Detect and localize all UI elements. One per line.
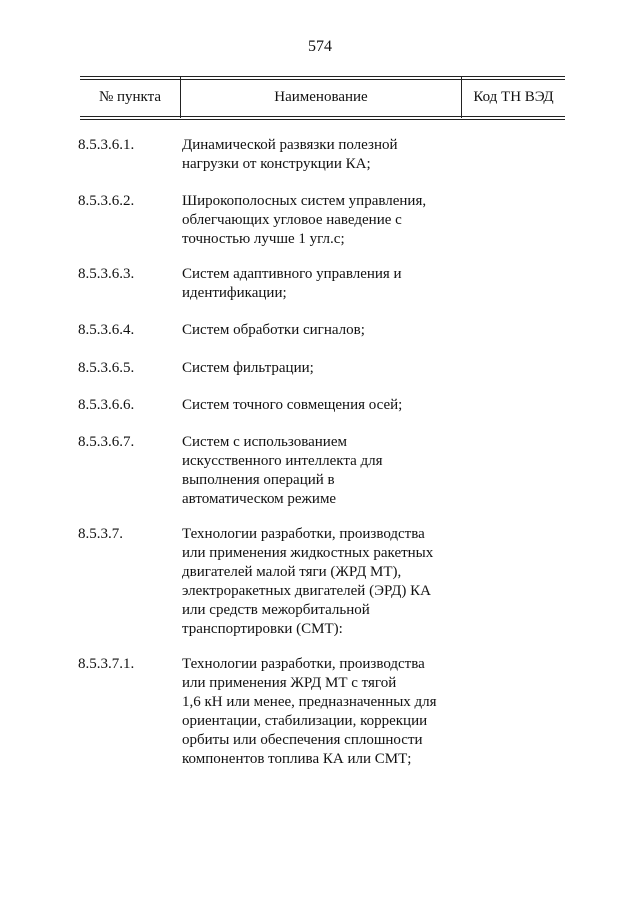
row-number: 8.5.3.7. (78, 526, 123, 542)
header-col-name: Наименование (274, 89, 368, 105)
row-text: Систем обработки сигналов; (182, 322, 365, 338)
row-number: 8.5.3.6.3. (78, 266, 135, 282)
row-number: 8.5.3.6.1. (78, 137, 135, 153)
row-number: 8.5.3.6.4. (78, 322, 135, 338)
row-number: 8.5.3.6.5. (78, 360, 135, 376)
header-top-rule (80, 76, 565, 77)
row-number: 8.5.3.6.7. (78, 434, 135, 450)
row-number: 8.5.3.6.2. (78, 193, 135, 209)
row-text: Динамической развязки полезной нагрузки от конструкции КА; (182, 137, 398, 172)
header-bottom-rule (80, 116, 565, 117)
page-number: 574 (308, 38, 332, 55)
row-text: Технологии разработки, производства или применения жидкостных ракетных двигателей малой тяги (ЖРД МТ), электроракетных двигателей (ЭРД) КА или средств межорбитальной транспортировки (СМТ): (182, 526, 434, 637)
row-text: Систем адаптивного управления и идентификации; (182, 266, 402, 301)
row-number: 8.5.3.6.6. (78, 397, 135, 413)
row-text: Систем точного совмещения осей; (182, 397, 403, 413)
row-text: Широкополосных систем управления, облегчающих угловое наведение с точностью лучше 1 угл.с; (182, 193, 427, 247)
header-col-code: Код ТН ВЭД (473, 89, 554, 105)
row-text: Систем с использованием искусственного интеллекта для выполнения операций в автоматическом режиме (182, 434, 383, 507)
header-bottom-rule-double (80, 119, 565, 120)
header-col-number: № пункта (98, 89, 162, 105)
row-number: 8.5.3.7.1. (78, 656, 135, 672)
row-text: Технологии разработки, производства или применения ЖРД МТ с тягой 1,6 кН или менее, предназначенных для ориентации, стабилизации, коррекции орбиты или обеспечения сплошности компонентов топлива КА или СМТ; (182, 656, 437, 767)
header-top-rule-double (80, 79, 565, 80)
row-text: Систем фильтрации; (182, 360, 314, 376)
